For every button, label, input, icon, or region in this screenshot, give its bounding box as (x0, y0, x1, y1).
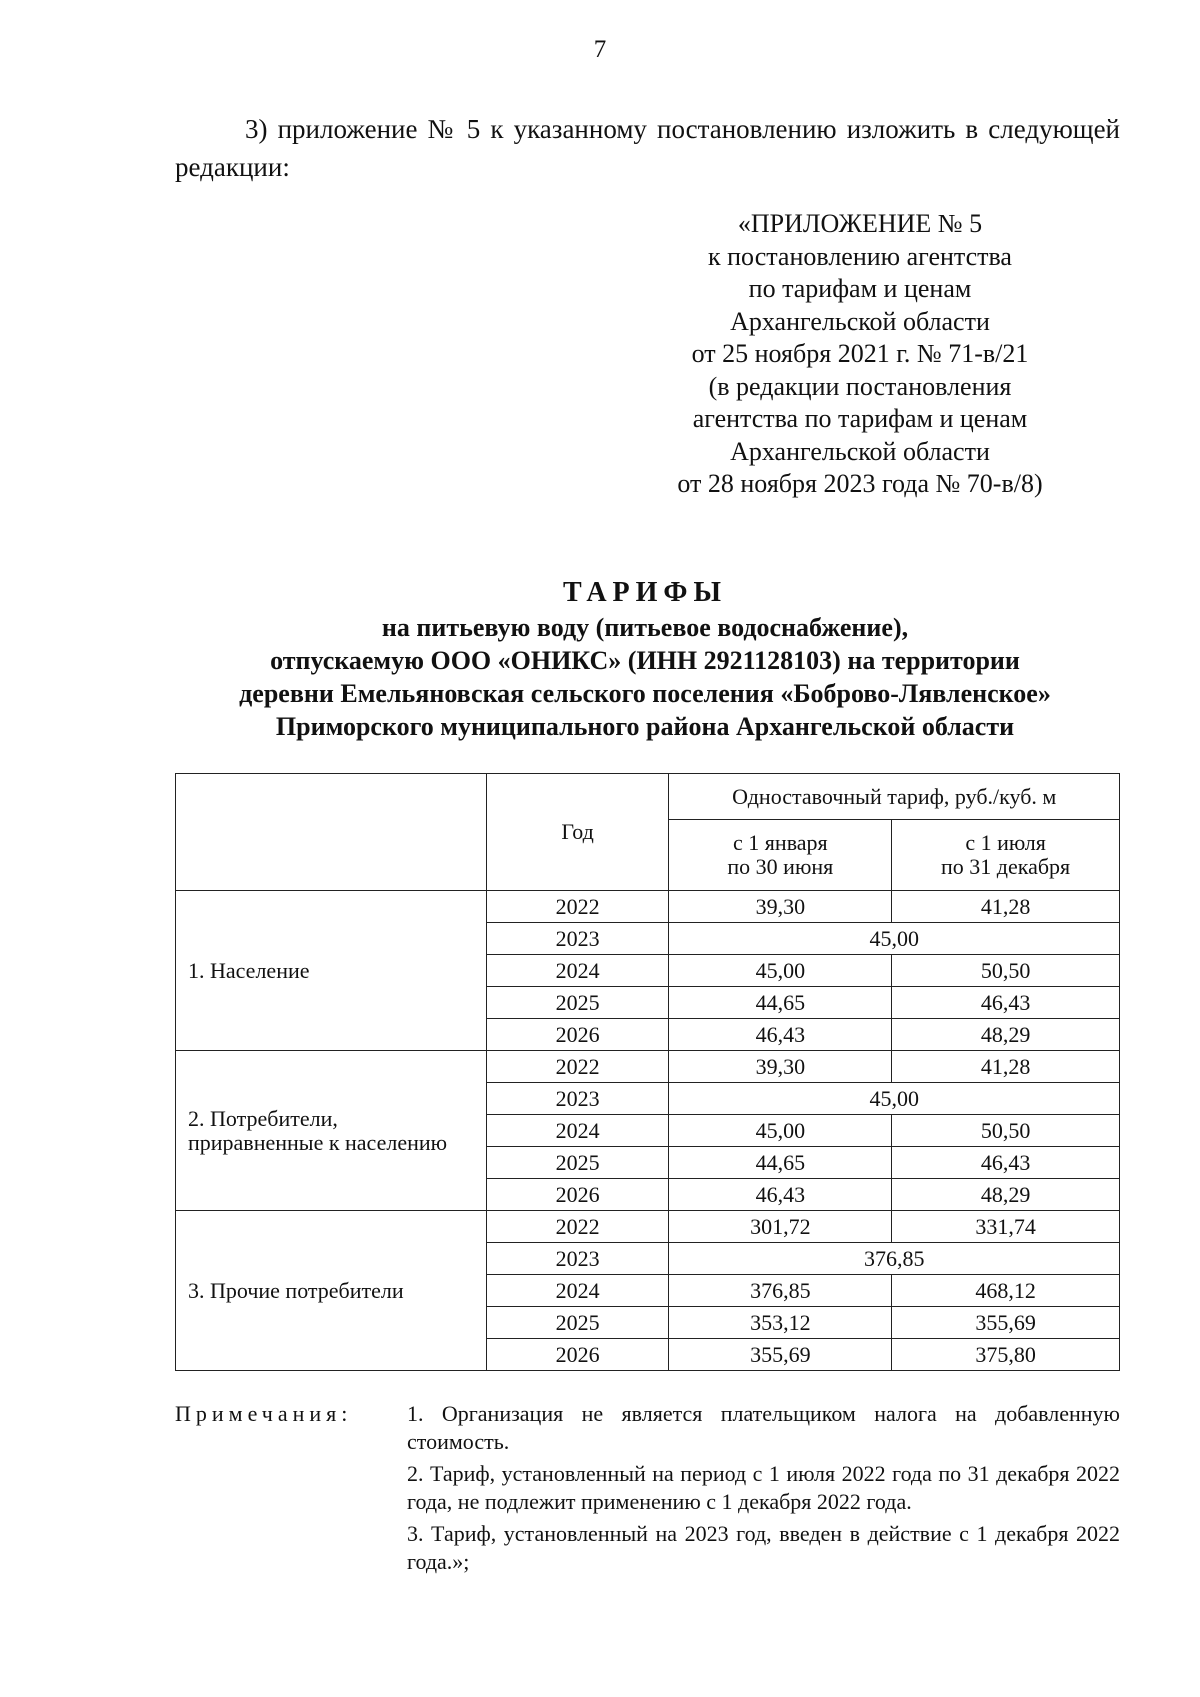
title-line: деревни Емельяновская сельского поселения «Боброво-Лявленское» (239, 679, 1051, 708)
tariff-cell-h2: 48,29 (892, 1179, 1120, 1211)
table-row (176, 1051, 1120, 1083)
note-item: 1. Организация не является плательщиком налога на добавленную стоимость. (407, 1401, 1120, 1454)
table-row (176, 1211, 1120, 1243)
consumer-group-label: 1. Население (176, 891, 487, 1051)
table-header-row (176, 774, 1120, 820)
year-cell: 2024 (486, 1115, 669, 1147)
tariff-cell-annual: 45,00 (669, 1083, 1120, 1115)
year-cell: 2022 (486, 1051, 669, 1083)
year-cell: 2025 (486, 1307, 669, 1339)
appendix-line: «ПРИЛОЖЕНИЕ № 5 (737, 209, 983, 238)
tariffs-table-body (176, 774, 1120, 1371)
year-cell: 2024 (486, 1275, 669, 1307)
appendix-line: Архангельской области (730, 436, 990, 466)
appendix-line: по тарифам и ценам (748, 274, 972, 303)
year-cell: 2026 (486, 1179, 669, 1211)
title-line: отпускаемую ООО «ОНИКС» (ИНН 2921128103) на территории (270, 646, 1020, 675)
tariff-cell-h2: 41,28 (892, 1051, 1120, 1083)
appendix-line: от 25 ноября 2021 г. № 71-в/21 (691, 339, 1029, 368)
notes-list (407, 1400, 1120, 1580)
tariff-cell-h2: 41,28 (892, 891, 1120, 923)
tariff-cell-h1: 45,00 (669, 955, 892, 987)
tariff-cell-h1: 39,30 (669, 891, 892, 923)
appendix-line: к постановлению агентства (708, 241, 1012, 271)
tariff-cell-h2: 46,43 (892, 987, 1120, 1019)
consumer-group-label: 2. Потребители, приравненные к населению (176, 1051, 487, 1211)
header-empty-cell (176, 774, 487, 891)
tariff-cell-h2: 50,50 (892, 1115, 1120, 1147)
tariff-cell-h1: 46,43 (669, 1179, 892, 1211)
appendix-line: от 28 ноября 2023 года № 70-в/8) (677, 469, 1043, 498)
note-item: 3. Тариф, установленный на 2023 год, введен в действие с 1 декабря 2022 года.»; (407, 1521, 1120, 1574)
tariff-cell-h2: 46,43 (892, 1147, 1120, 1179)
tariff-cell-h2: 331,74 (892, 1211, 1120, 1243)
year-cell: 2025 (486, 1147, 669, 1179)
title-main: ТАРИФЫ (563, 577, 727, 608)
tariff-cell-h1: 46,43 (669, 1019, 892, 1051)
tariff-cell-h2: 355,69 (892, 1307, 1120, 1339)
year-cell: 2026 (486, 1339, 669, 1371)
header-year: Год (486, 774, 669, 891)
year-cell: 2023 (486, 923, 669, 955)
tariff-cell-h1: 376,85 (669, 1275, 892, 1307)
year-cell: 2022 (486, 1211, 669, 1243)
tariff-cell-h1: 301,72 (669, 1211, 892, 1243)
page-number: 7 (593, 36, 607, 63)
header-period-1: с 1 января по 30 июня (669, 820, 892, 891)
tariff-cell-h1: 45,00 (669, 1115, 892, 1147)
note-item: 2. Тариф, установленный на период с 1 июля 2022 года по 31 декабря 2022 года, не подлежит применению с 1 декабря 2022 года. (407, 1461, 1120, 1514)
document-title (150, 576, 1140, 743)
tariff-cell-annual: 45,00 (669, 923, 1120, 955)
consumer-group-label: 3. Прочие потребители (176, 1211, 487, 1371)
year-cell: 2023 (486, 1083, 669, 1115)
notes-label: Примечания: (175, 1401, 353, 1426)
tariff-cell-h1: 44,65 (669, 987, 892, 1019)
header-tariff: Одноставочный тариф, руб./куб. м (669, 774, 1120, 820)
year-cell: 2022 (486, 891, 669, 923)
appendix-line: (в редакции постановления (708, 371, 1012, 401)
tariff-cell-h1: 353,12 (669, 1307, 892, 1339)
appendix-line: агентства по тарифам и ценам (692, 404, 1028, 433)
tariff-cell-annual: 376,85 (669, 1243, 1120, 1275)
year-cell: 2024 (486, 955, 669, 987)
tariff-cell-h1: 355,69 (669, 1339, 892, 1371)
header-period-2: с 1 июля по 31 декабря (892, 820, 1120, 891)
title-line: на питьевую воду (питьевое водоснабжение), (381, 613, 909, 642)
tariff-cell-h1: 44,65 (669, 1147, 892, 1179)
tariff-cell-h2: 468,12 (892, 1275, 1120, 1307)
tariff-cell-h1: 39,30 (669, 1051, 892, 1083)
tariff-cell-h2: 48,29 (892, 1019, 1120, 1051)
table-row (176, 891, 1120, 923)
tariff-cell-h2: 50,50 (892, 955, 1120, 987)
appendix-line: Архангельской области (730, 306, 990, 336)
intro-paragraph: 3) приложение № 5 к указанному постановлению изложить в следующей редакции: (175, 114, 1120, 182)
year-cell: 2023 (486, 1243, 669, 1275)
appendix-header (640, 208, 1080, 501)
tariff-cell-h2: 375,80 (892, 1339, 1120, 1371)
title-line: Приморского муниципального района Архангельской области (275, 712, 1015, 741)
tariffs-table (175, 773, 1120, 1371)
year-cell: 2026 (486, 1019, 669, 1051)
year-cell: 2025 (486, 987, 669, 1019)
